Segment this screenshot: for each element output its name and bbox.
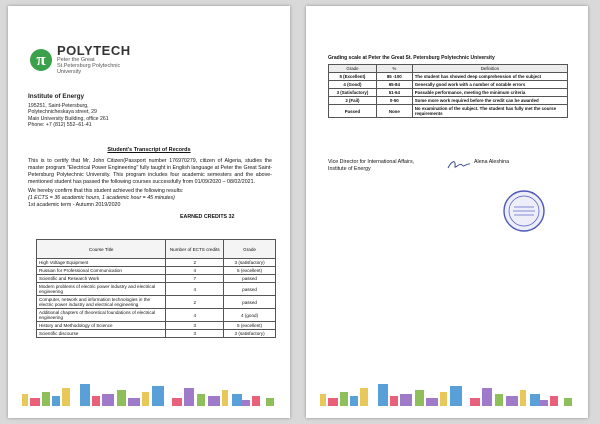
course-credits: 2 [166, 259, 224, 267]
grade-name: 4 (Good) [329, 81, 377, 89]
column-header: Course Title [37, 240, 166, 259]
column-header: Number of ECTS credits [166, 240, 224, 259]
logo-sub-1: Peter the Great [57, 57, 95, 63]
results-intro [28, 188, 272, 209]
course-grade: 3 (satisfactory) [224, 259, 276, 267]
course-grade: 4 (good) [224, 309, 276, 322]
grade-percent: 51-64 [376, 89, 412, 97]
course-title: Modern problems of electric power industry and electrical engineering [37, 283, 166, 296]
table-row [37, 296, 276, 309]
earned-credits: EARNED CREDITS 32 [180, 214, 235, 220]
course-title: Additional chapters of theoretical foundations of electrical engineering [37, 309, 166, 322]
table-row [37, 322, 276, 330]
logo-sub-3: University [57, 69, 82, 75]
grade-name: 5 (Excellent) [329, 73, 377, 81]
table-row [329, 81, 568, 89]
polytech-logo [30, 44, 131, 75]
table-row [329, 73, 568, 81]
course-credits: 2 [166, 296, 224, 309]
table-header-row [37, 240, 276, 259]
signer-title [328, 159, 414, 173]
grade-definition: No examination of the subject. The student has fully met the course requirements [412, 105, 567, 118]
table-row [37, 283, 276, 296]
table-row [37, 330, 276, 338]
column-header: % [376, 65, 412, 73]
address-line: Phone: +7 (812) 552–61-41 [28, 122, 92, 129]
grade-name: 3 (Satisfactory) [329, 89, 377, 97]
course-title: Scientific discourse [37, 330, 166, 338]
transcript-page-2 [306, 6, 588, 418]
course-grade: passed [224, 296, 276, 309]
certification-paragraph: This is to certify that Mr. John Citizen(Passport number 176970279, citizen of Algeria, studies the master program "Electrical Power Engineering" fully taught in English language at Peter the Great Saint-Petersburg Polytechnic University. This program includes four academic semesters and the above-mentioned student has passed the following courses successfully from 01/09/2020 – 08/02/2021. [28, 158, 273, 186]
table-header-row [329, 65, 568, 73]
course-credits: 4 [166, 283, 224, 296]
footer-building-illustration [22, 376, 276, 406]
grade-definition: Some more work required before the credit can be awarded [412, 97, 567, 105]
logo-sub-2: St.Petersburg Polytechnic [57, 63, 121, 69]
grade-percent: None [376, 105, 412, 118]
logo-name: POLYTECH [57, 43, 131, 58]
grade-definition: The student has showed deep comprehension of the subject [412, 73, 567, 81]
grade-name: 2 (Fail) [329, 97, 377, 105]
grade-definition: Passable performance, meeting the minimum criteria [412, 89, 567, 97]
column-header: Grade [224, 240, 276, 259]
grade-definition: Generally good work with a number of notable errors [412, 81, 567, 89]
course-grade: 3 (satisfactory) [224, 330, 276, 338]
academic-term: 1st academic term - Autumn 2019/2020 [28, 202, 121, 209]
course-title: History and Methodology of Science [37, 322, 166, 330]
course-grade: passed [224, 275, 276, 283]
table-row [329, 89, 568, 97]
table-row [37, 275, 276, 283]
document-title: Student's Transcript of Records [107, 147, 191, 153]
course-credits: 3 [166, 330, 224, 338]
address-line: Polytechnicheskaya street, 29 [28, 109, 97, 116]
courses-table [36, 239, 276, 338]
course-grade: 5 (excellent) [224, 322, 276, 330]
table-row [329, 105, 568, 118]
ects-note: (1 ECTS = 36 academic hours, 1 academic hour = 45 minutes) [28, 195, 175, 202]
table-row [37, 259, 276, 267]
footer-building-illustration [320, 376, 574, 406]
institute-address [28, 94, 109, 129]
course-credits: 4 [166, 309, 224, 322]
grade-name: Passed [329, 105, 377, 118]
course-title: High Voltage Equipment [37, 259, 166, 267]
grading-scale-table [328, 64, 568, 118]
grade-percent: 65-84 [376, 81, 412, 89]
grade-percent: 0-50 [376, 97, 412, 105]
grade-percent: 85 -100 [376, 73, 412, 81]
table-row [37, 309, 276, 322]
course-title: Scientific and Research Work [37, 275, 166, 283]
course-grade: 5 (excellent) [224, 267, 276, 275]
address-line: Main University Building, office 261 [28, 115, 109, 122]
course-credits: 7 [166, 275, 224, 283]
column-header: Definition [412, 65, 567, 73]
official-seal-stamp [502, 189, 546, 233]
course-title: Russian for Professional Communication [37, 267, 166, 275]
signer-line-2: Institute of Energy [328, 166, 371, 172]
course-credits: 4 [166, 267, 224, 275]
table-row [329, 97, 568, 105]
signer-name: Alena Aleshina [474, 159, 510, 165]
course-grade: passed [224, 283, 276, 296]
signer-line-1: Vice Director for International Affairs, [328, 159, 415, 165]
column-header: Grade [329, 65, 377, 73]
address-line: 195251, Saint-Petersburg, [28, 102, 89, 109]
course-title: Computer, network and information technologies in the electric power industry and electrical engineering [37, 296, 166, 309]
logo-pi-icon: π [30, 49, 52, 71]
table-row [37, 267, 276, 275]
institute-title: Institute of Energy [28, 93, 85, 100]
results-line-1: We hereby confirm that this student achieved the following results: [28, 188, 184, 194]
grading-scale-title: Grading scale at Peter the Great St. Petersburg Polytechnic University [328, 55, 495, 61]
course-credits: 3 [166, 322, 224, 330]
transcript-page-1 [8, 6, 290, 418]
handwritten-signature [446, 158, 472, 172]
